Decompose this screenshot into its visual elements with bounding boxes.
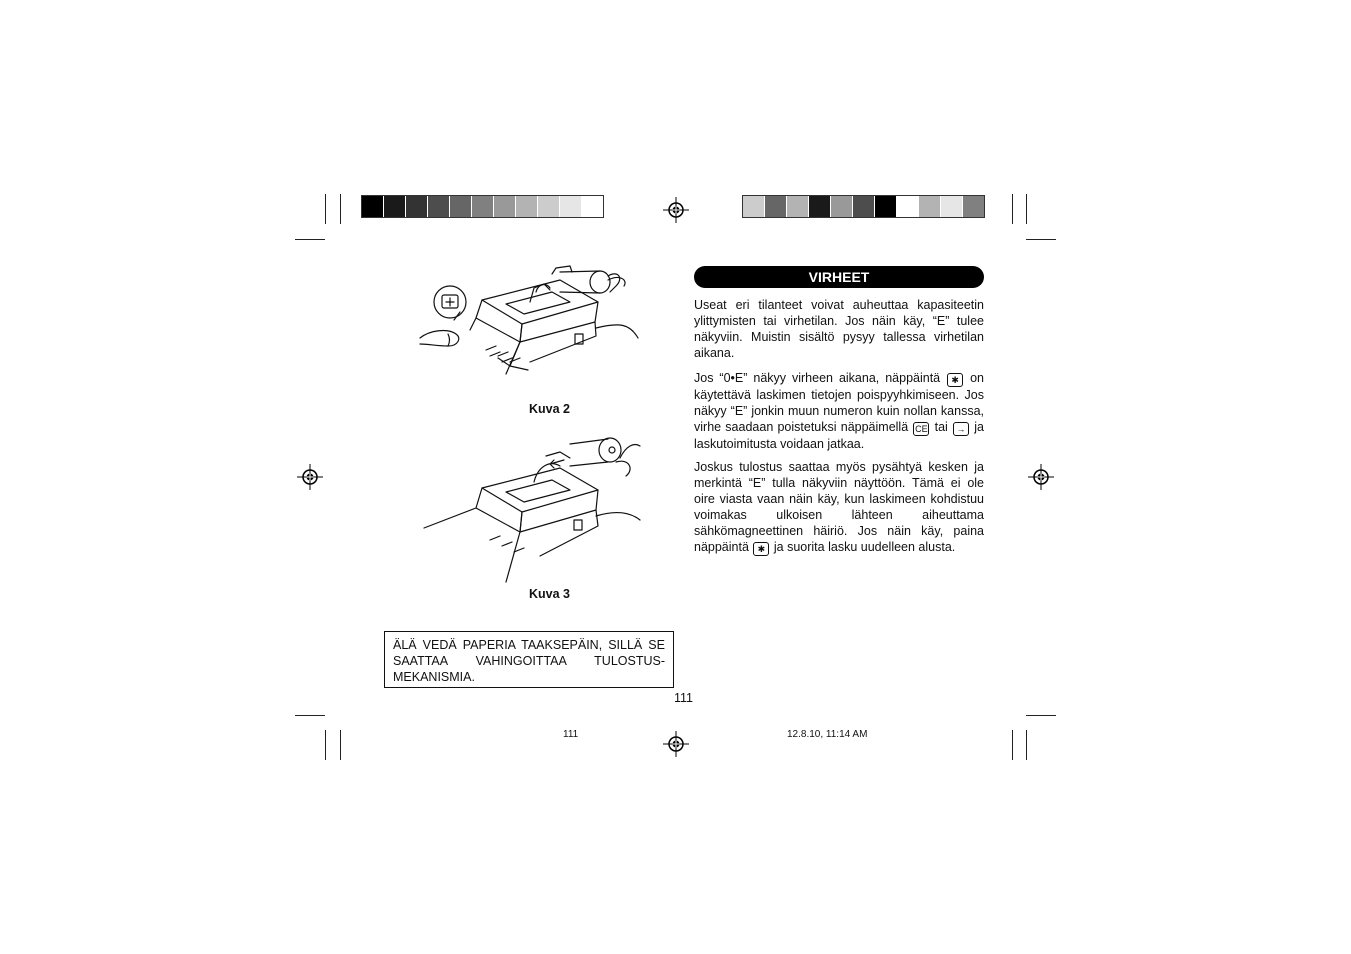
- figure-2-calculator-paper-feed: [410, 262, 650, 392]
- figure-3-caption: Kuva 3: [529, 587, 570, 601]
- color-swatch: [428, 196, 450, 217]
- color-swatch: [809, 196, 831, 217]
- color-swatch: [963, 196, 984, 217]
- color-swatch: [919, 196, 941, 217]
- color-swatch: [765, 196, 787, 217]
- registration-mark-icon: [663, 731, 689, 757]
- section-heading: VIRHEET: [694, 266, 984, 288]
- paragraph-text: Joskus tulostus saattaa myös pysähtyä kesken ja merkintä “E” tulla näkyviin näyttöön. Tämä ei ole oire viasta vaan näin käy, kun laskimeen kohdistuu voimakas ulkoisen lähteen aiheuttama sähkömagneettinen häiriö. Jos näin käy, paina näppäintä: [694, 460, 984, 554]
- figure-3-calculator-paper-roll: [420, 436, 650, 586]
- color-swatch: [831, 196, 853, 217]
- color-swatch: [853, 196, 875, 217]
- page-number: 111: [674, 691, 694, 705]
- paragraph-text: Jos “0•E” näkyy virheen aikana, näppäintä: [694, 371, 941, 385]
- color-swatch: [941, 196, 963, 217]
- color-bar-right: [742, 195, 985, 218]
- registration-mark-icon: [1028, 464, 1054, 490]
- paragraph-1: [694, 297, 984, 361]
- figure-2-caption: Kuva 2: [529, 402, 570, 416]
- paragraph-3: [694, 459, 984, 556]
- color-swatch: [362, 196, 384, 217]
- color-swatch: [875, 196, 897, 217]
- color-swatch: [897, 196, 919, 217]
- paragraph-text: Useat eri tilanteet voivat auheuttaa kapasiteetin ylittymisten tai virhetilan. Jos näin käy, “E” tulee näkyviin. Muistin sisältö pysyy tallessa virhetilan aikana.: [694, 298, 984, 360]
- ce-key-icon: CE: [915, 424, 928, 434]
- clear-key-icon: ✱: [947, 373, 963, 387]
- paragraph-text: ja laskutoimitusta voidaan jatkaa.: [694, 420, 984, 451]
- color-swatch: [582, 196, 603, 217]
- footer-left: 111: [563, 729, 579, 740]
- color-swatch: [494, 196, 516, 217]
- color-swatch: [450, 196, 472, 217]
- paragraph-text: on käytettävä laskimen tietojen poispyyhkimiseen. Jos näkyy “E” jonkin muun numeron kuin nollan kanssa, virhe saadaan poistetuksi näppäimellä: [694, 371, 984, 434]
- color-swatch: [787, 196, 809, 217]
- paragraph-2: [694, 370, 984, 452]
- footer-right: 12.8.10, 11:14 AM: [787, 729, 868, 740]
- color-swatch: [384, 196, 406, 217]
- registration-mark-icon: [297, 464, 323, 490]
- registration-mark-icon: [663, 197, 689, 223]
- color-swatch: [538, 196, 560, 217]
- paragraph-text: ja suorita lasku uudelleen alusta.: [773, 540, 956, 554]
- color-bar-left: [361, 195, 604, 218]
- color-swatch: [560, 196, 582, 217]
- color-swatch: [516, 196, 538, 217]
- color-swatch: [472, 196, 494, 217]
- color-swatch: [406, 196, 428, 217]
- color-swatch: [743, 196, 765, 217]
- clear-key-icon: ✱: [753, 542, 769, 556]
- warning-box: ÄLÄ VEDÄ PAPERIA TAAKSEPÄIN, SILLÄ SE SAATTAA VAHINGOITTAA TULOSTUS-MEKANISMIA.: [384, 631, 674, 688]
- arrow-key-icon: →: [953, 422, 969, 436]
- paragraph-text: tai: [934, 420, 948, 434]
